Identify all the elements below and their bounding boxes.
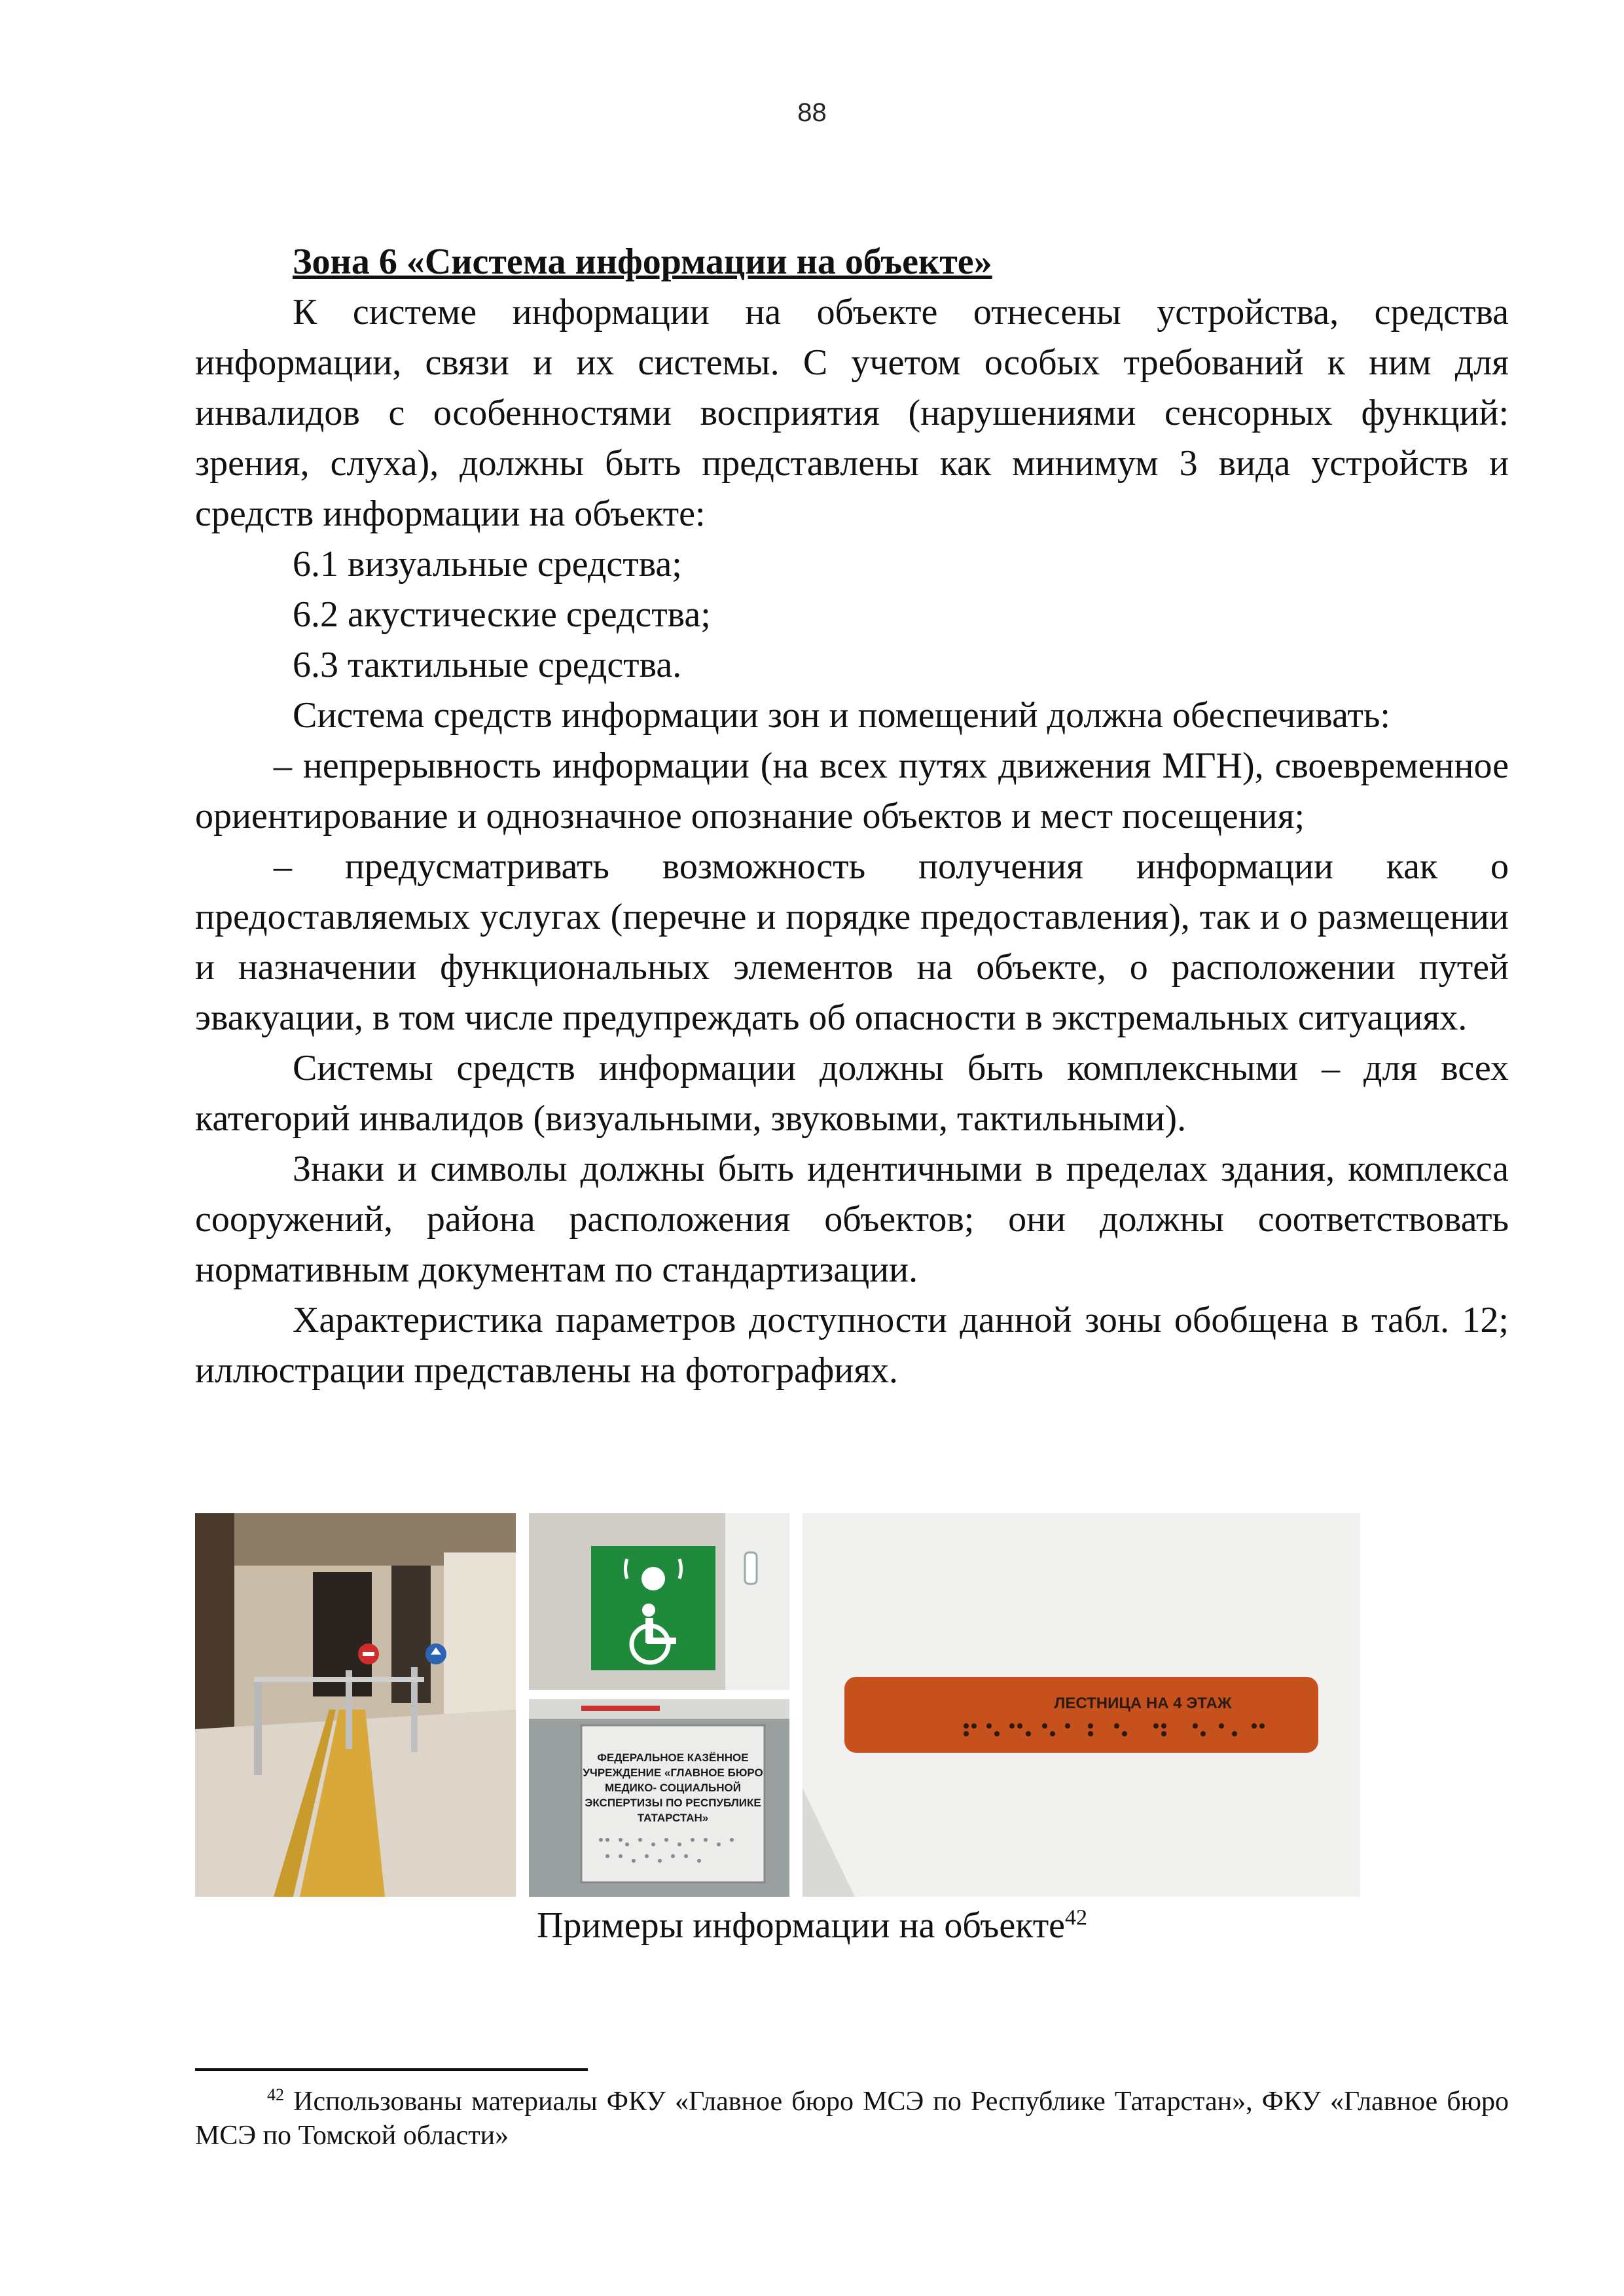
footnote-number: 42 (267, 2085, 284, 2104)
plate-line-4: ЭКСПЕРТИЗЫ ПО РЕСПУБЛИКЕ (585, 1797, 761, 1809)
plate-line-2: УЧРЕЖДЕНИЕ «ГЛАВНОЕ БЮРО (583, 1767, 763, 1779)
photo-institution-plate (529, 1699, 789, 1897)
page-number: 88 (797, 98, 827, 127)
section-heading: Зона 6 «Система информации на объекте» (293, 242, 992, 282)
photo-tactile-plate (803, 1513, 1360, 1897)
caption-footnote-ref: 42 (1065, 1905, 1088, 1930)
table-reference-paragraph: Характеристика параметров доступности данной зоны обобщена в табл. 12; иллюстрации представлены на фотографиях. (195, 1300, 1509, 1391)
caption-text: Примеры информации на объекте (536, 1905, 1066, 1946)
corridor-illustration (195, 1513, 516, 1897)
footnote-separator (195, 2068, 588, 2071)
list-item-acoustic: 6.2 акустические средства; (293, 594, 711, 635)
tactile-plate-illustration (803, 1513, 1360, 1897)
dash-item-services: – предусматривать возможность получения информации как о предоставляемых услугах (перечне и порядке предоставления), так и о размещении и назначении функциональных элементов на объекте, о расположении путей эвакуации, в том числе предупреждать об опасности в экстремальных ситуациях. (195, 846, 1509, 1038)
signs-paragraph: Знаки и символы должны быть идентичными в пределах здания, комплекса сооружений, района расположения объектов; они должны соответствовать нормативным документам по стандартизации. (195, 1149, 1509, 1290)
institution-plate-illustration (529, 1699, 789, 1897)
intro-paragraph: К системе информации на объекте отнесены устройства, средства информации, связи и их системы. С учетом особых требований к ним для инвалидов с особенностями восприятия (нарушениями сенсорных функций: зрения, слуха), должны быть представлены как минимум 3 вида устройств и средств информации на объекте: (195, 292, 1509, 534)
footnote-text: Использованы материалы ФКУ «Главное бюро МСЭ по Республике Татарстан», ФКУ «Главное бюро МСЭ по Томской области» (195, 2087, 1509, 2151)
body-text (195, 237, 1509, 1396)
plate-line-1: ФЕДЕРАЛЬНОЕ КАЗЁННОЕ (597, 1751, 749, 1764)
figure-caption (0, 1905, 1624, 1946)
plate-line-5: ТАТАРСТАН» (637, 1812, 709, 1824)
call-sign-illustration (529, 1513, 789, 1690)
footnote (195, 2078, 1509, 2153)
dash-item-continuity: – непрерывность информации (на всех путях движения МГН), своевременное ориентирование и однозначное опознание объектов и мест посещения; (195, 745, 1509, 836)
complex-paragraph: Системы средств информации должны быть комплексными – для всех категорий инвалидов (визуальными, звуковыми, тактильными). (195, 1048, 1509, 1139)
system-lead-paragraph: Система средств информации зон и помещений должна обеспечивать: (293, 695, 1390, 736)
list-item-tactile: 6.3 тактильные средства. (293, 645, 682, 685)
list-item-visual: 6.1 визуальные средства; (293, 544, 682, 584)
plate-line-3: МЕДИКО- СОЦИАЛЬНОЙ (605, 1782, 741, 1794)
tactile-plate-text: ЛЕСТНИЦА НА 4 ЭТАЖ (1054, 1695, 1232, 1712)
photo-corridor-turnstiles (195, 1513, 516, 1897)
photo-call-button-sign (529, 1513, 789, 1690)
